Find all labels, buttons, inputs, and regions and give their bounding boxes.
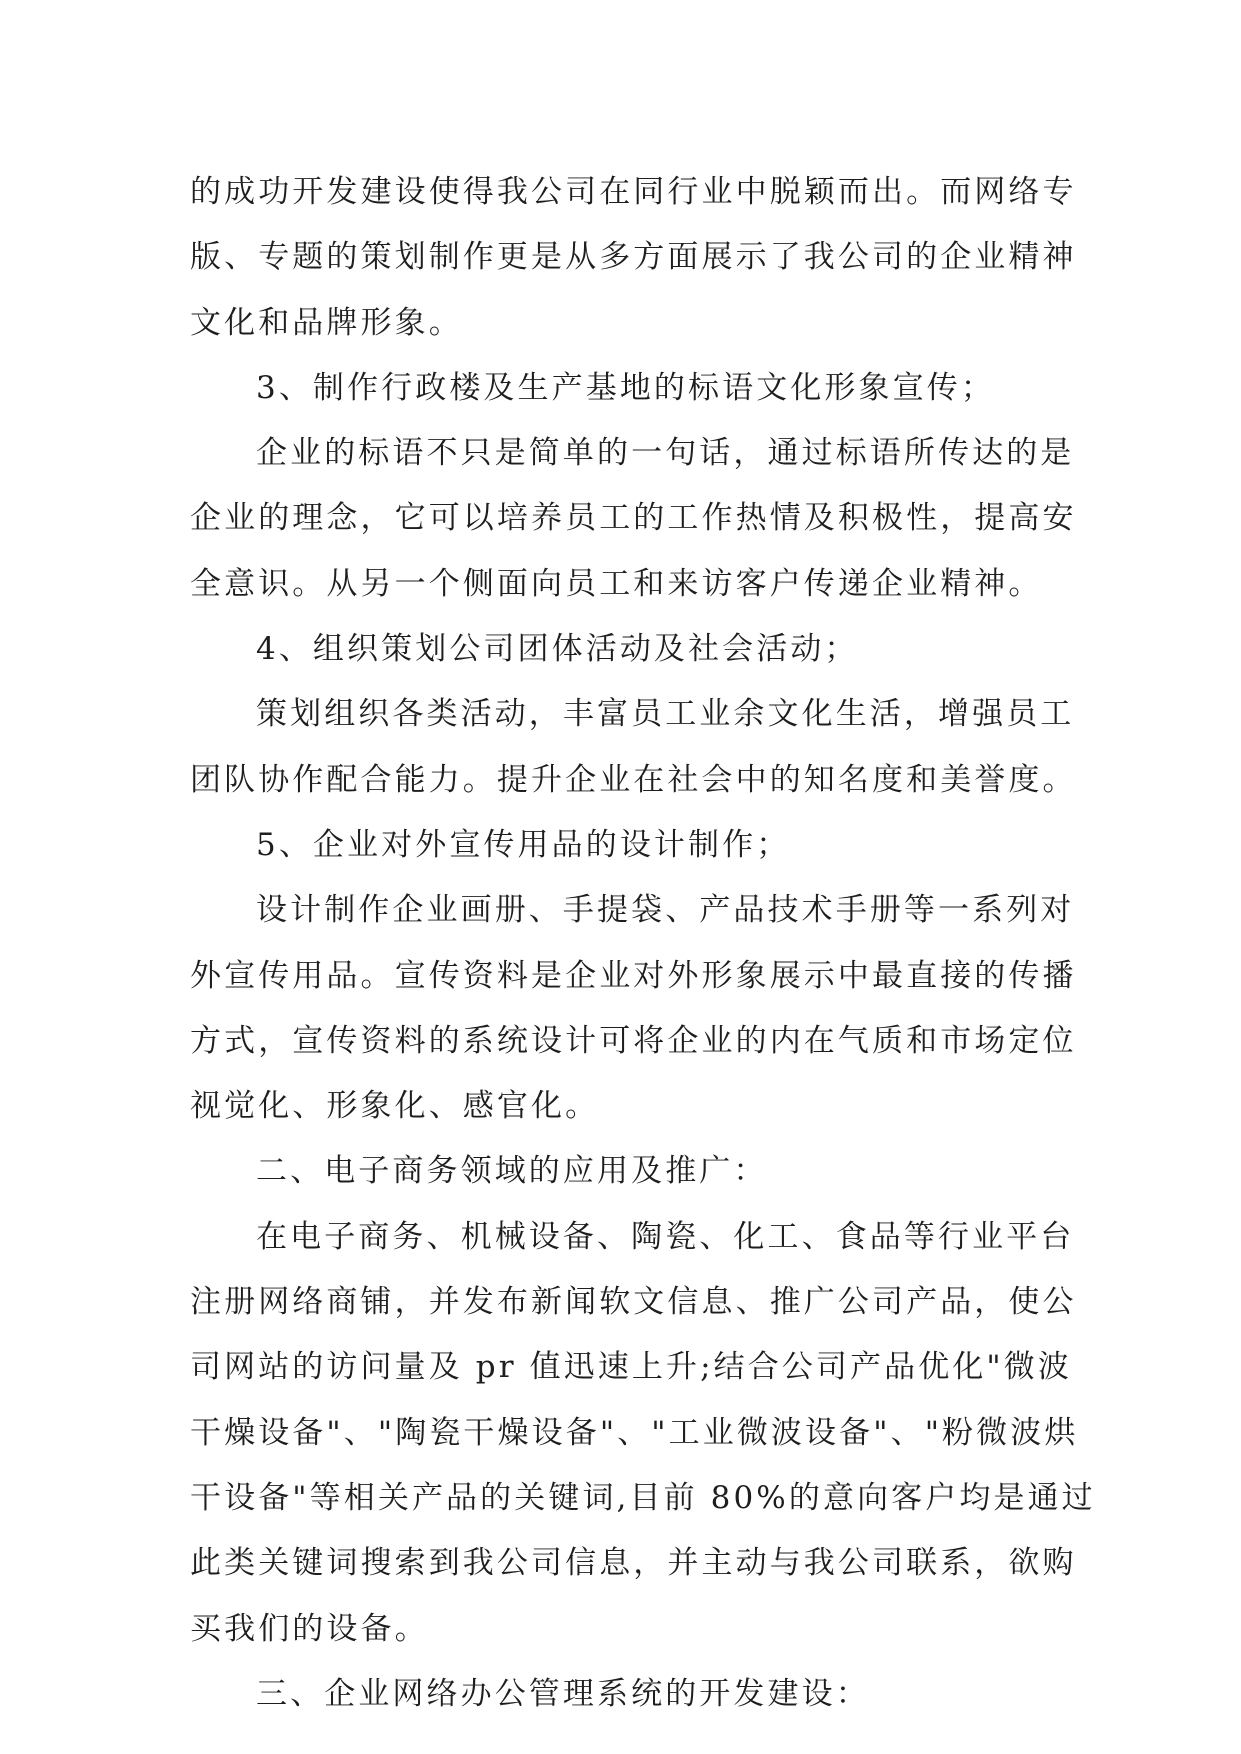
text-line: 3、制作行政楼及生产基地的标语文化形象宣传； <box>256 369 995 406</box>
text-line: 视觉化、形象化、感官化。 <box>190 1088 600 1125</box>
text-line: 买我们的设备。 <box>190 1610 429 1647</box>
text-line: 文化和品牌形象。 <box>190 304 463 341</box>
text-line: 注册网络商铺，并发布新闻软文信息、推广公司产品，使公 <box>190 1284 1077 1321</box>
text-line: 企业的标语不只是简单的一句话，通过标语所传达的是 <box>256 435 1075 472</box>
text-line: 全意识。从另一个侧面向员工和来访客户传递企业精神。 <box>190 565 1043 602</box>
text-line: 4、组织策划公司团体活动及社会活动； <box>256 631 859 668</box>
text-line: 三、企业网络办公管理系统的开发建设： <box>256 1675 870 1712</box>
document-body <box>190 160 1096 1727</box>
text-line: 企业的理念，它可以培养员工的工作热情及积极性，提高安 <box>190 500 1077 537</box>
text-line: 方式，宣传资料的系统设计可将企业的内在气质和市场定位 <box>190 1022 1077 1059</box>
text-line: 设计制作企业画册、手提袋、产品技术手册等一系列对 <box>256 892 1075 929</box>
text-line: 干燥设备"、"陶瓷干燥设备"、"工业微波设备"、"粉微波烘 <box>190 1414 1079 1451</box>
text-line: 策划组织各类活动，丰富员工业余文化生活，增强员工 <box>256 696 1075 733</box>
text-line: 此类关键词搜索到我公司信息，并主动与我公司联系，欲购 <box>190 1545 1077 1582</box>
text-line: 在电子商务、机械设备、陶瓷、化工、食品等行业平台 <box>256 1218 1075 1255</box>
text-line: 5、企业对外宣传用品的设计制作； <box>256 826 791 863</box>
text-line: 干设备"等相关产品的关键词,目前 80%的意向客户均是通过 <box>190 1479 1096 1516</box>
text-line: 的成功开发建设使得我公司在同行业中脱颖而出。而网络专 <box>190 174 1077 210</box>
text-line: 外宣传用品。宣传资料是企业对外形象展示中最直接的传播 <box>190 957 1077 994</box>
text-line: 司网站的访问量及 pr 值迅速上升;结合公司产品优化"微波 <box>190 1349 1072 1386</box>
text-line: 版、专题的策划制作更是从多方面展示了我公司的企业精神 <box>190 239 1077 276</box>
text-line: 团队协作配合能力。提升企业在社会中的知名度和美誉度。 <box>190 761 1077 798</box>
text-line: 二、电子商务领域的应用及推广： <box>256 1153 768 1190</box>
